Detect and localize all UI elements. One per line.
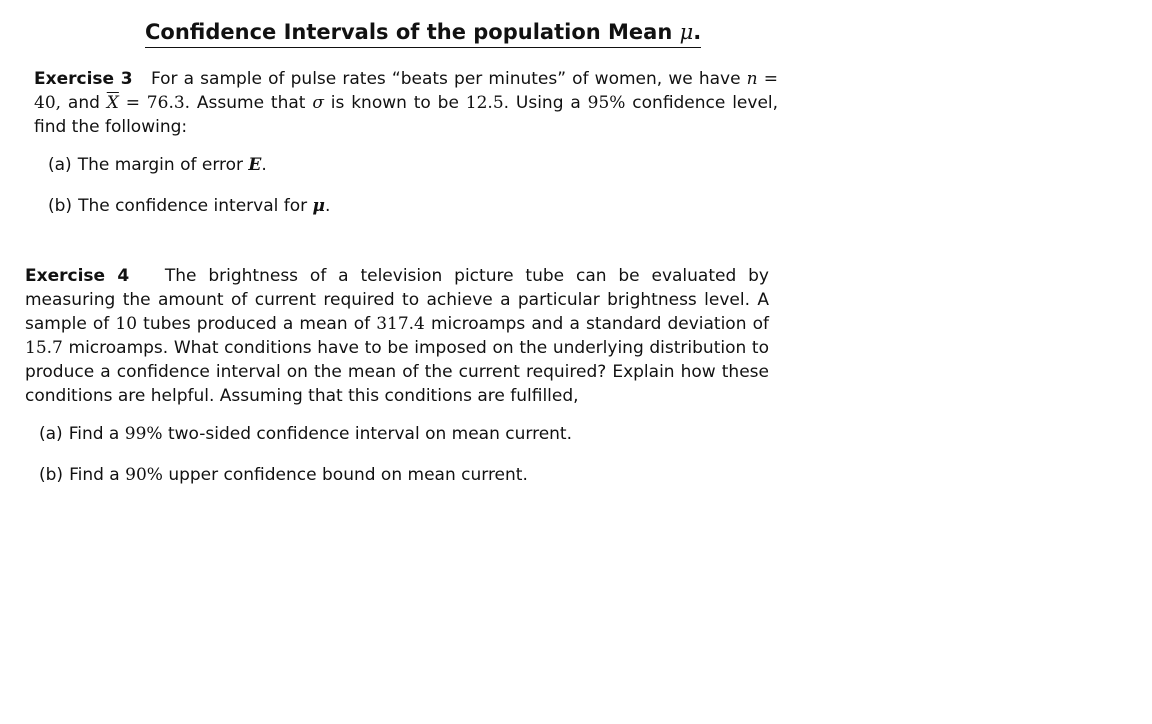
item-tag: (b)	[48, 196, 73, 216]
exercise-3-items	[34, 153, 778, 218]
exercise-3-statement	[34, 67, 778, 139]
sample-size: 10	[115, 314, 138, 334]
title-text: Confidence Intervals of the population Mean	[145, 20, 673, 44]
n-value: = 40,	[34, 69, 779, 113]
sigma-variable: σ	[312, 93, 324, 113]
list-item	[34, 194, 778, 218]
title-mu-symbol: μ	[679, 20, 694, 44]
item-tag: (b)	[39, 465, 64, 485]
exercise-3-text-2: and	[61, 93, 107, 113]
item-end: .	[325, 196, 331, 216]
exercise-4-text-3: microamps and a standard deviation of	[424, 314, 769, 334]
list-item	[34, 153, 778, 177]
x-bar-variable: $\overline{X}$	[106, 93, 119, 113]
standard-deviation: 15.7	[25, 338, 63, 358]
item-text: The confidence interval for	[78, 196, 313, 216]
sigma-value: 12.5	[465, 93, 504, 113]
item-tag: (a)	[39, 424, 63, 444]
item-text: Find a	[68, 424, 125, 444]
x-bar-value: = 76.3.	[118, 93, 191, 113]
exercise-4-text-4: microamps. What conditions have to be imposed on the underlying distribution to produce a confidence interval on the mean of the current required? Explain how these conditions are helpful. Assuming that this conditions are fulfilled,	[25, 338, 769, 406]
confidence-percent: 90%	[125, 465, 163, 485]
item-text: The margin of error	[77, 155, 249, 175]
list-item	[25, 422, 769, 446]
exercise-4-statement	[25, 264, 769, 408]
exercise-3	[34, 67, 778, 235]
exercise-3-text-5: . Using a	[503, 93, 588, 113]
exercise-3-text-4: is known to be	[323, 93, 466, 113]
mu-symbol: μ	[312, 196, 325, 216]
exercise-4-text-2: tubes produced a mean of	[137, 314, 377, 334]
page-title	[145, 18, 701, 48]
exercise-4-items	[25, 422, 769, 487]
exercise-4-text-1: The brightness of a television picture tube can be evaluated by measuring the amount of current required to achieve a particular brightness level. A sample of	[25, 266, 769, 334]
item-text: Find a	[69, 465, 126, 485]
item-text: two-sided confidence interval on mean current.	[162, 424, 572, 444]
exercise-3-text-6: confidence level, find the following:	[34, 93, 779, 137]
sample-mean: 317.4	[376, 314, 425, 334]
title-period: .	[693, 20, 702, 44]
exercise-4	[25, 264, 769, 504]
confidence-percent: 99%	[124, 424, 163, 444]
confidence-level: 95%	[587, 93, 626, 113]
item-tag: (a)	[48, 155, 72, 175]
n-variable: n	[746, 69, 758, 89]
list-item	[25, 463, 769, 487]
exercise-4-label: Exercise 4	[25, 266, 130, 286]
exercise-3-text-3: Assume that	[190, 93, 313, 113]
exercise-3-text-1: For a sample of pulse rates “beats per minutes” of women, we have	[150, 69, 747, 89]
exercise-3-label: Exercise 3	[34, 69, 133, 89]
margin-of-error-symbol: E	[248, 155, 262, 175]
item-end: .	[261, 155, 267, 175]
item-text: upper confidence bound on mean current.	[162, 465, 528, 485]
